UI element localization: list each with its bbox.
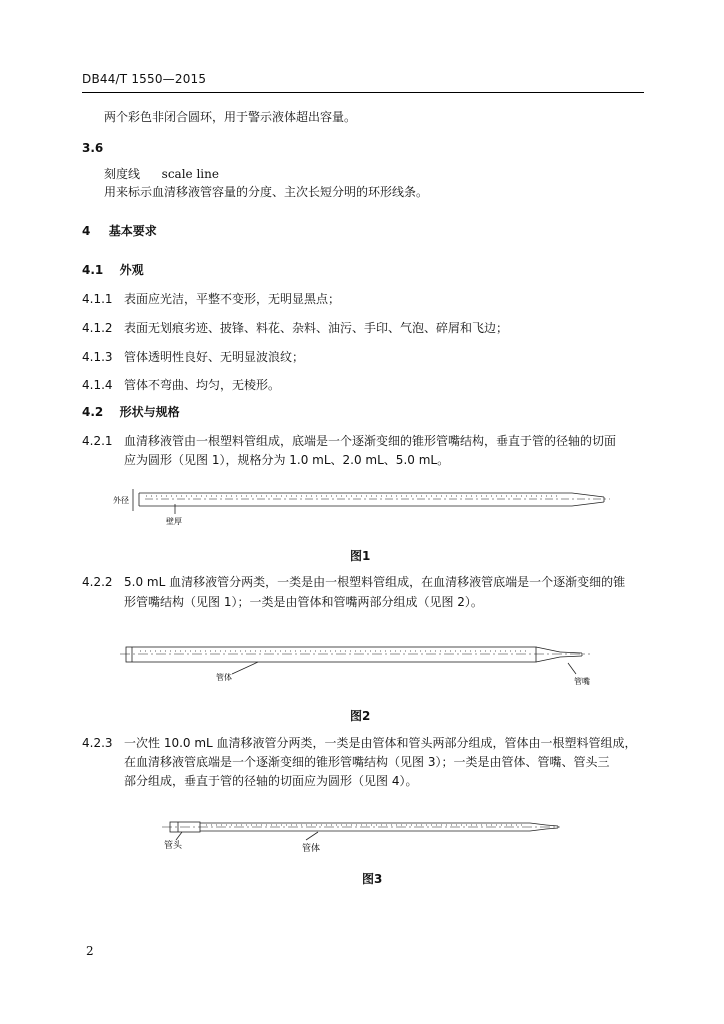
item-4-1-3-text: 管体透明性良好、无明显波浪纹； [124, 350, 305, 364]
section-4-1-number: 4.1 [82, 263, 104, 277]
page-number: 2 [86, 944, 94, 958]
term-definition: 用来标示血清移液管容量的分度、主次长短分明的环形线条。 [104, 185, 429, 199]
clause-4-2-3-line-2: 在血清移液管底端是一个逐渐变细的锥形管嘴结构（见图 3）；一类是由管体、管嘴、管头三 [124, 755, 610, 769]
item-4-1-2-text: 表面无划痕劣迹、披锋、料花、杂料、油污、手印、气泡、碎屑和飞边； [124, 321, 509, 335]
figure-2-caption: 图2 [350, 709, 371, 723]
section-4-number: 4 [82, 224, 91, 238]
term-zh: 刻度线 [104, 167, 141, 181]
fig1-wall-thickness-label: 壁厚 [166, 517, 182, 526]
clause-4-2-1-line-2: 应为圆形（见图 1），规格分为 1.0 mL、2.0 mL、5.0 mL。 [124, 453, 450, 467]
clause-4-2-2-line-1: 5.0 mL 血清移液管分两类，一类是由一根塑料管组成，在血清移液管底端是一个逐渐变细的锥 [124, 575, 626, 589]
section-4-1-title: 外观 [119, 263, 144, 277]
figure-1-caption: 图1 [350, 549, 371, 563]
fig1-outer-diameter-label: 外径 [113, 496, 129, 505]
fig3-head-label: 管头 [164, 841, 183, 851]
item-4-1-4-number: 4.1.4 [82, 378, 113, 392]
figure-3-caption: 图3 [362, 872, 383, 886]
fig3-body-label: 管体 [302, 844, 321, 854]
clause-4-2-3-line-3: 部分组成，垂直于管的径轴的切面应为圆形（见图 4）。 [124, 774, 418, 788]
item-4-1-2-number: 4.1.2 [82, 321, 113, 335]
item-4-1-4-text: 管体不弯曲、均匀，无棱形。 [124, 378, 281, 392]
clause-4-2-3-line-1: 一次性 10.0 mL 血清移液管分两类，一类是由管体和管头两部分组成，管体由一根塑料管组成， [124, 736, 637, 750]
clause-4-2-3-number: 4.2.3 [82, 736, 113, 750]
fig2-body-label: 管体 [216, 673, 232, 682]
clause-4-2-1-number: 4.2.1 [82, 434, 113, 448]
section-4-2-number: 4.2 [82, 405, 104, 419]
clause-4-2-2-line-2: 形管嘴结构（见图 1）；一类是由管体和管嘴两部分组成（见图 2）。 [124, 595, 483, 609]
term-en: scale line [161, 167, 219, 181]
clause-3-6-number: 3.6 [82, 141, 104, 155]
item-4-1-3-number: 4.1.3 [82, 350, 113, 364]
section-4-2-title: 形状与规格 [119, 405, 180, 419]
continued-definition: 两个彩色非闭合圆环，用于警示液体超出容量。 [104, 110, 357, 124]
clause-4-2-1-line-1: 血清移液管由一根塑料管组成，底端是一个逐渐变细的锥形管嘴结构，垂直于管的径轴的切面 [124, 434, 617, 448]
clause-4-2-2-number: 4.2.2 [82, 575, 113, 589]
item-4-1-1-text: 表面应光洁，平整不变形，无明显黑点； [124, 292, 341, 306]
section-4-title: 基本要求 [108, 224, 157, 238]
fig2-tip-label: 管嘴 [574, 677, 590, 686]
doc-code-header: DB44/T 1550—2015 [82, 72, 207, 86]
item-4-1-1-number: 4.1.1 [82, 292, 113, 306]
